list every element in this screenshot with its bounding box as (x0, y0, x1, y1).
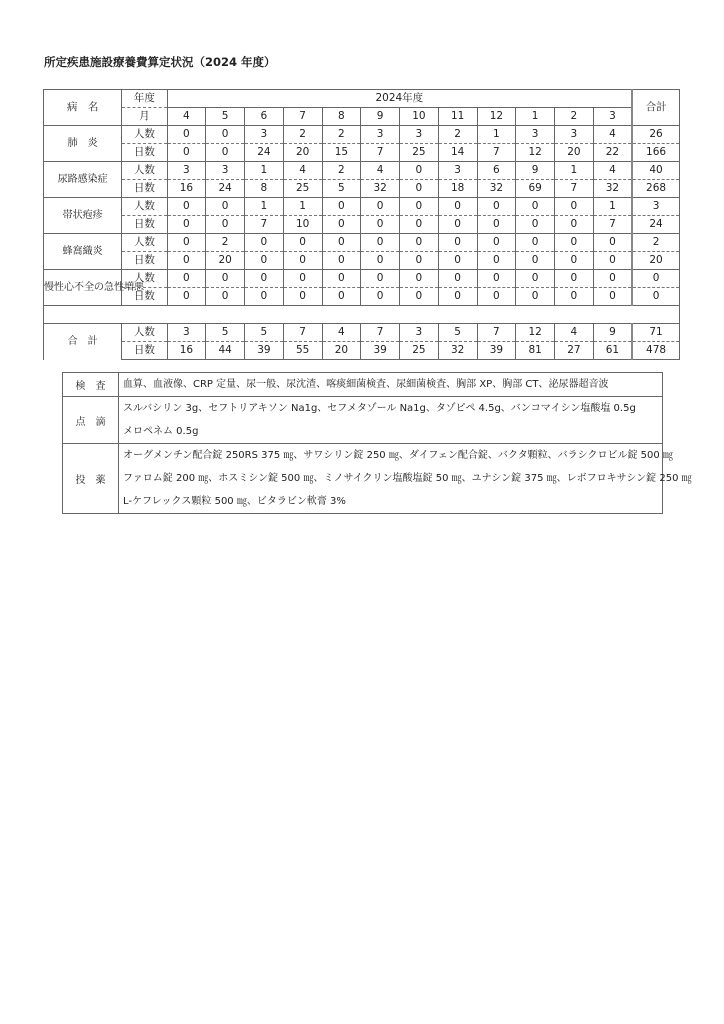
people-cell: 0 (516, 270, 555, 288)
days-label: 日数 (122, 144, 167, 162)
people-cell: 2 (322, 126, 361, 144)
days-cell: 39 (477, 342, 516, 360)
days-cell: 0 (400, 252, 439, 270)
days-cell: 0 (361, 252, 400, 270)
people-cell: 0 (593, 270, 632, 288)
people-cell: 7 (477, 324, 516, 342)
month-header: 月 (122, 108, 167, 126)
people-cell: 0 (555, 234, 594, 252)
people-cell: 0 (361, 198, 400, 216)
detail-line: ファロム錠 200 ㎎、ホスミシン錠 500 ㎎、ミノサイクリン塩酸塩錠 50 ㎎、ユナシン錠 375 ㎎、レボフロキサシン錠 250 ㎎ (123, 473, 692, 484)
people-cell: 0 (477, 234, 516, 252)
people-cell: 0 (400, 234, 439, 252)
people-cell: 0 (516, 234, 555, 252)
detail-line: メロペネム 0.5g (123, 426, 199, 437)
people-cell: 3 (400, 324, 439, 342)
people-cell: 9 (593, 324, 632, 342)
days-cell: 0 (361, 216, 400, 234)
people-cell: 0 (245, 270, 284, 288)
days-cell: 39 (361, 342, 400, 360)
people-cell: 0 (322, 270, 361, 288)
days-label: 日数 (122, 252, 167, 270)
disease-name: 慢性心不全の急性増悪 (44, 270, 122, 306)
people-total: 2 (632, 234, 679, 252)
days-cell: 20 (206, 252, 245, 270)
days-cell: 7 (555, 180, 594, 198)
days-cell: 0 (283, 288, 322, 306)
days-cell: 24 (206, 180, 245, 198)
days-cell: 0 (438, 216, 477, 234)
people-total: 71 (632, 324, 679, 342)
people-cell: 0 (555, 270, 594, 288)
days-cell: 0 (477, 216, 516, 234)
days-label: 日数 (122, 288, 167, 306)
days-cell: 20 (283, 144, 322, 162)
people-cell: 2 (283, 126, 322, 144)
people-cell: 7 (361, 324, 400, 342)
people-cell: 0 (555, 198, 594, 216)
days-total: 0 (632, 288, 679, 306)
people-cell: 3 (245, 126, 284, 144)
days-cell: 39 (245, 342, 284, 360)
people-cell: 4 (322, 324, 361, 342)
days-cell: 25 (400, 342, 439, 360)
disease-name: 帯状疱疹 (44, 198, 122, 234)
detail-label: 点滴 (63, 397, 119, 444)
days-cell: 0 (206, 216, 245, 234)
detail-line: オーグメンチン配合錠 250RS 375 ㎎、サワシリン錠 250 ㎎、ダイフェン配合錠、バクタ顆粒、バラシクロビル錠 500 ㎎ (123, 450, 673, 461)
month-cell: 7 (283, 108, 322, 126)
days-cell: 8 (245, 180, 284, 198)
detail-table (62, 372, 692, 514)
days-cell: 0 (438, 252, 477, 270)
people-total: 26 (632, 126, 679, 144)
days-cell: 32 (361, 180, 400, 198)
days-cell: 0 (322, 216, 361, 234)
days-cell: 25 (283, 180, 322, 198)
days-label: 日数 (122, 180, 167, 198)
detail-line: 血算、血液像、CRP 定量、尿一般、尿沈渣、喀痰細菌検査、尿細菌検査、胸部 XP、胸部 CT、泌尿器超音波 (123, 379, 609, 390)
disease-header: 病 名 (44, 90, 122, 126)
days-cell: 0 (516, 252, 555, 270)
days-total: 268 (632, 180, 679, 198)
people-cell: 2 (438, 126, 477, 144)
days-cell: 0 (555, 252, 594, 270)
year-header: 年度 (122, 90, 167, 108)
days-cell: 0 (167, 144, 206, 162)
people-cell: 0 (283, 234, 322, 252)
disease-name: 肺 炎 (44, 126, 122, 162)
people-cell: 1 (245, 198, 284, 216)
month-cell: 9 (361, 108, 400, 126)
people-cell: 3 (167, 324, 206, 342)
people-label: 人数 (122, 198, 167, 216)
people-cell: 0 (322, 234, 361, 252)
days-cell: 0 (477, 252, 516, 270)
people-cell: 0 (593, 234, 632, 252)
days-cell: 61 (593, 342, 632, 360)
people-cell: 3 (361, 126, 400, 144)
days-cell: 14 (438, 144, 477, 162)
days-label: 日数 (122, 342, 167, 360)
people-cell: 0 (400, 162, 439, 180)
days-cell: 25 (400, 144, 439, 162)
days-cell: 81 (516, 342, 555, 360)
people-total: 0 (632, 270, 679, 288)
days-cell: 0 (593, 288, 632, 306)
month-cell: 11 (438, 108, 477, 126)
days-cell: 0 (322, 252, 361, 270)
detail-label: 投薬 (63, 444, 119, 514)
month-cell: 1 (516, 108, 555, 126)
days-total: 478 (632, 342, 679, 360)
days-cell: 0 (516, 216, 555, 234)
days-cell: 15 (322, 144, 361, 162)
people-cell: 12 (516, 324, 555, 342)
days-cell: 0 (167, 288, 206, 306)
people-cell: 0 (283, 270, 322, 288)
detail-label: 検査 (63, 373, 119, 397)
detail-value (119, 444, 692, 514)
days-cell: 16 (167, 180, 206, 198)
detail-value (119, 397, 663, 444)
people-cell: 3 (206, 162, 245, 180)
people-cell: 0 (206, 126, 245, 144)
days-cell: 0 (245, 288, 284, 306)
days-cell: 0 (555, 288, 594, 306)
people-cell: 0 (361, 234, 400, 252)
days-cell: 16 (167, 342, 206, 360)
people-cell: 0 (167, 126, 206, 144)
days-cell: 0 (438, 288, 477, 306)
detail-line: L-ケフレックス顆粒 500 ㎎、ビタラビン軟膏 3% (123, 496, 346, 507)
people-cell: 0 (167, 234, 206, 252)
people-cell: 0 (477, 198, 516, 216)
people-cell: 3 (516, 126, 555, 144)
people-cell: 0 (438, 270, 477, 288)
month-cell: 12 (477, 108, 516, 126)
people-cell: 1 (555, 162, 594, 180)
disease-name: 尿路感染症 (44, 162, 122, 198)
days-total: 20 (632, 252, 679, 270)
people-cell: 0 (167, 270, 206, 288)
month-cell: 6 (245, 108, 284, 126)
people-cell: 0 (400, 198, 439, 216)
days-cell: 7 (361, 144, 400, 162)
people-cell: 7 (283, 324, 322, 342)
people-cell: 0 (206, 270, 245, 288)
days-cell: 18 (438, 180, 477, 198)
detail-value (119, 373, 663, 397)
days-cell: 32 (438, 342, 477, 360)
people-cell: 5 (438, 324, 477, 342)
month-cell: 10 (400, 108, 439, 126)
days-total: 166 (632, 144, 679, 162)
people-cell: 4 (361, 162, 400, 180)
people-total: 3 (632, 198, 679, 216)
days-cell: 20 (322, 342, 361, 360)
people-cell: 0 (167, 198, 206, 216)
people-cell: 0 (400, 270, 439, 288)
people-total: 40 (632, 162, 679, 180)
days-cell: 69 (516, 180, 555, 198)
days-cell: 0 (477, 288, 516, 306)
month-cell: 5 (206, 108, 245, 126)
days-cell: 0 (400, 180, 439, 198)
detail-line: スルバシリン 3g、セフトリアキソン Na1g、セフメタゾール Na1g、タゾピペ 4.5g、バンコマイシン塩酸塩 0.5g (123, 403, 636, 414)
days-cell: 55 (283, 342, 322, 360)
people-cell: 0 (361, 270, 400, 288)
disease-name: 合 計 (44, 324, 122, 360)
disease-name: 蜂窩織炎 (44, 234, 122, 270)
people-label: 人数 (122, 162, 167, 180)
people-cell: 0 (438, 234, 477, 252)
people-cell: 3 (400, 126, 439, 144)
people-cell: 0 (206, 198, 245, 216)
month-cell: 3 (593, 108, 632, 126)
people-label: 人数 (122, 234, 167, 252)
people-cell: 6 (477, 162, 516, 180)
days-cell: 7 (245, 216, 284, 234)
disease-billing-table (43, 89, 680, 360)
people-cell: 5 (245, 324, 284, 342)
people-cell: 4 (283, 162, 322, 180)
people-cell: 0 (477, 270, 516, 288)
people-cell: 4 (593, 126, 632, 144)
total-header: 合計 (632, 90, 679, 126)
days-cell: 0 (322, 288, 361, 306)
people-cell: 0 (245, 234, 284, 252)
people-cell: 4 (555, 324, 594, 342)
people-cell: 1 (477, 126, 516, 144)
month-cell: 2 (555, 108, 594, 126)
people-cell: 3 (555, 126, 594, 144)
people-cell: 0 (438, 198, 477, 216)
days-cell: 20 (555, 144, 594, 162)
people-cell: 5 (206, 324, 245, 342)
days-cell: 24 (245, 144, 284, 162)
days-cell: 0 (167, 252, 206, 270)
people-cell: 0 (516, 198, 555, 216)
month-cell: 4 (167, 108, 206, 126)
people-cell: 2 (206, 234, 245, 252)
days-label: 日数 (122, 216, 167, 234)
page-title: 所定疾患施設療養費算定状況（2024 年度） (44, 55, 276, 69)
month-cell: 8 (322, 108, 361, 126)
people-cell: 2 (322, 162, 361, 180)
people-cell: 1 (245, 162, 284, 180)
days-cell: 7 (477, 144, 516, 162)
table-divider (44, 306, 680, 324)
days-cell: 10 (283, 216, 322, 234)
year-value: 2024年度 (167, 90, 632, 108)
days-cell: 22 (593, 144, 632, 162)
days-cell: 27 (555, 342, 594, 360)
days-cell: 32 (593, 180, 632, 198)
people-cell: 3 (438, 162, 477, 180)
days-cell: 44 (206, 342, 245, 360)
people-label: 人数 (122, 126, 167, 144)
days-cell: 0 (361, 288, 400, 306)
people-label: 人数 (122, 270, 167, 288)
days-cell: 5 (322, 180, 361, 198)
days-cell: 0 (206, 144, 245, 162)
people-cell: 1 (593, 198, 632, 216)
days-cell: 0 (593, 252, 632, 270)
people-cell: 1 (283, 198, 322, 216)
days-cell: 0 (245, 252, 284, 270)
days-cell: 7 (593, 216, 632, 234)
days-cell: 0 (283, 252, 322, 270)
days-cell: 0 (206, 288, 245, 306)
days-cell: 0 (400, 288, 439, 306)
people-cell: 4 (593, 162, 632, 180)
days-cell: 0 (400, 216, 439, 234)
days-cell: 12 (516, 144, 555, 162)
days-cell: 0 (516, 288, 555, 306)
people-cell: 0 (322, 198, 361, 216)
days-cell: 0 (167, 216, 206, 234)
people-label: 人数 (122, 324, 167, 342)
people-cell: 3 (167, 162, 206, 180)
days-total: 24 (632, 216, 679, 234)
days-cell: 0 (555, 216, 594, 234)
people-cell: 9 (516, 162, 555, 180)
days-cell: 32 (477, 180, 516, 198)
